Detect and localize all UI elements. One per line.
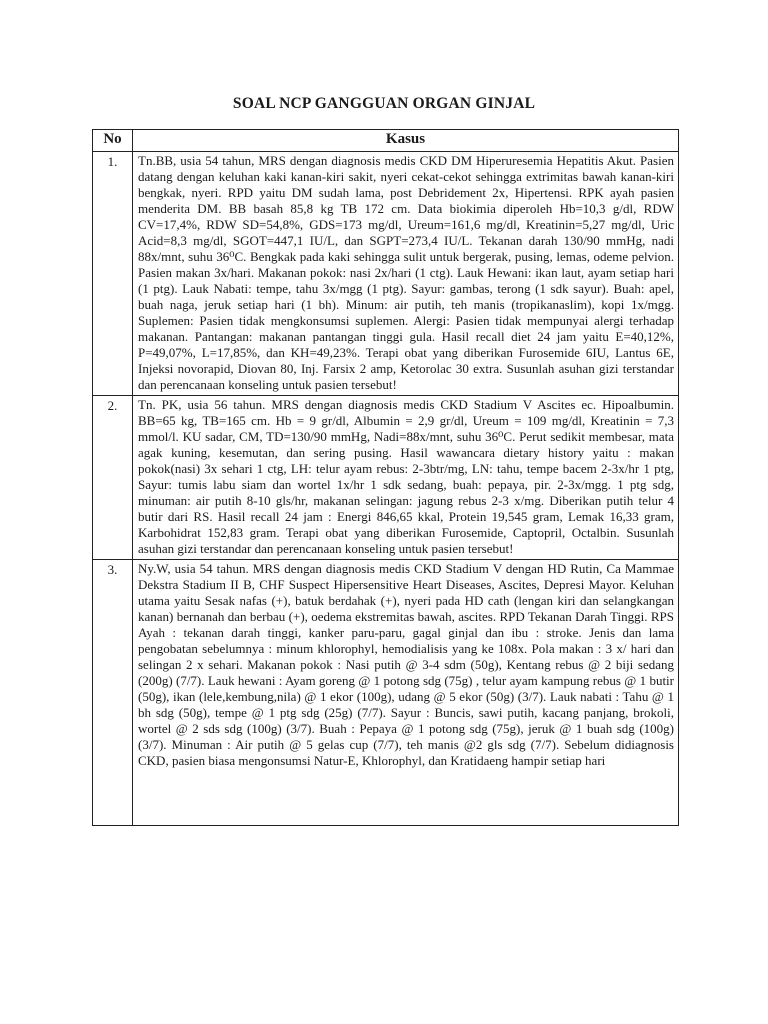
case-table — [92, 129, 679, 826]
case-description: Tn. PK, usia 56 tahun. MRS dengan diagnosis medis CKD Stadium V Ascites ec. Hipoalbumin. BB=65 kg, TB=165 cm. Hb = 9 gr/dl, Albumin = 2,9 gr/dl, Ureum = 109 mg/dl, Kreatinin = 7,3 mmol/l. KU sadar, CM, TD=130/90 mmHg, Nadi=88x/mnt, suhu 36⁰C. Perut sedikit membesar, mata agak kuning, kesemutan, dan sering pusing. Hasil wawancara dietary history yaitu : makan pokok(nasi) 3x sehari 1 ctg, LH: telur ayam rebus: 2-3btr/mg, LN: tahu, tempe bacem 2-3x/hr 1 ptg, Sayur: tumis labu siam dan wortel 1x/hr 1 sdk sedang, buah: pepaya, pir. 2-3x/mgg. 1 ptg sdg, minuman: air putih 8-10 gls/hr, makanan selingan: jagung rebus 2-3 x/mg. Diberikan putih telur 4 butir dari RS. Hasil recall 24 jam : Energi 846,65 kkal, Protein 19,545 gram, Lemak 16,33 gram, Karbohidrat 152,83 gram. Terapi obat yang diberikan Furosemide, Captopril, Octalbin. Susunlah asuhan gizi terstandar dan perencanaan konseling untuk pasien tersebut! — [133, 396, 679, 560]
document-title: SOAL NCP GANGGUAN ORGAN GINJAL — [232, 95, 536, 112]
table-row — [93, 152, 679, 396]
case-description: Ny.W, usia 54 tahun. MRS dengan diagnosis medis CKD Stadium V dengan HD Rutin, Ca Mammae Dekstra Stadium II B, CHF Suspect Hipersensitive Heart Diseases, Ascites, Depresi Mayor. Keluhan utama yaitu Sesak nafas (+), batuk berdahak (+), nyeri pada HD cath (lengan kiri dan selangkangan kanan) bernanah dan berbau (+), oedema ekstremitas bawah, ascites. RPD Tekanan Darah Tinggi. RPS Ayah : tekanan darah tinggi, kanker paru-paru, gagal ginjal dan ibu : stroke. Jenis dan lama pengobatan sebelumnya : minum khlorophyl, hemodialisis yang ke 108x. Pola makan : 3 x/ hari dan selingan 2 x sehari. Makanan pokok : Nasi putih @ 3-4 sdm (50g), Kentang rebus @ 2 biji sedang (200g) (7/7). Lauk hewani : Ayam goreng @ 1 potong sdg (75g) , telur ayam kampung rebus @ 1 butir (50g), ikan (lele,kembung,nila) @ 1 ekor (100g), udang @ 5 ekor (50g) (3/7). Lauk nabati : Tahu @ 1 bh sdg (50g), tempe @ 1 ptg sdg (25g) (7/7). Sayur : Buncis, sawi putih, kacang panjang, brokoli, wortel @ 2 sds sdg (100g) (3/7). Buah : Pepaya @ 1 potong sdg (75g), jeruk @ 1 buah sdg (100g) (3/7). Minuman : Air putih @ 5 gelas cup (7/7), teh manis @2 gls sdg (7/7). Sebelum didiagnosis CKD, pasien biasa mengonsumsi Natur-E, Khlorophyl, dan Kratidaeng hampir setiap hari — [138, 561, 674, 768]
column-header-kasus: Kasus — [133, 130, 679, 152]
case-number: 1. — [93, 152, 133, 396]
case-description: Tn.BB, usia 54 tahun, MRS dengan diagnosis medis CKD DM Hiperuresemia Hepatitis Akut. Pasien datang dengan keluhan kaki kanan-kiri sakit, nyeri cekat-cekot sehingga extrimitas bawah kanan-kiri bengkak, nyeri. RPD yaitu DM sudah lama, post Debridement 2x, Hipertensi. RPK ayah pasien menderita DM. BB basah 85,8 kg TB 172 cm. Data biokimia diperoleh Hb=10,3 g/dl, RDW CV=17,4%, RDW SD=54,8%, GDS=173 mg/dl, Ureum=161,6 mg/dl, Kreatinin=5,27 mg/dl, Uric Acid=8,3 mg/dl, SGOT=447,1 IU/L, dan SGPT=273,4 IU/L. Tekanan darah 130/90 mmHg, nadi 88x/mnt, suhu 36⁰C. Bengkak pada kaki sehingga sulit untuk bergerak, pusing, lemas, odeme pelvion. Pasien makan 3x/hari. Makanan pokok: nasi 2x/hari (1 ctg). Lauk Hewani: ikan laut, ayam setiap hari (1 ptg). Lauk Nabati: tempe, tahu 3x/mgg (1 ptg). Sayur: gambas, terong (1 sdk sayur). Buah: apel, buah naga, jeruk setiap hari (1 bh). Minum: air putih, teh manis (tropikanaslim), kopi 1x/mgg. Suplemen: Pasien tidak mengkonsumsi suplemen. Alergi: Pasien tidak mempunyai alergi terhadap makanan. Pantangan: makanan pantangan tinggi gula. Hasil recall diet 24 jam yaitu E=40,12%, P=49,07%, L=17,85%, dan KH=49,23%. Terapi obat yang diberikan Furosemide 6IU, Lantus 6E, Injeksi novorapid, Diovan 80, Inj. Farsix 2 amp, Ketorolac 30 extra. Susunlah asuhan gizi terstandar dan perencanaan konseling untuk pasien tersebut! — [133, 152, 679, 396]
case-number: 3. — [93, 560, 133, 826]
table-row — [93, 560, 679, 826]
column-header-no: No — [93, 130, 133, 152]
table-header-row — [93, 130, 679, 152]
table-row — [93, 396, 679, 560]
case-number: 2. — [93, 396, 133, 560]
